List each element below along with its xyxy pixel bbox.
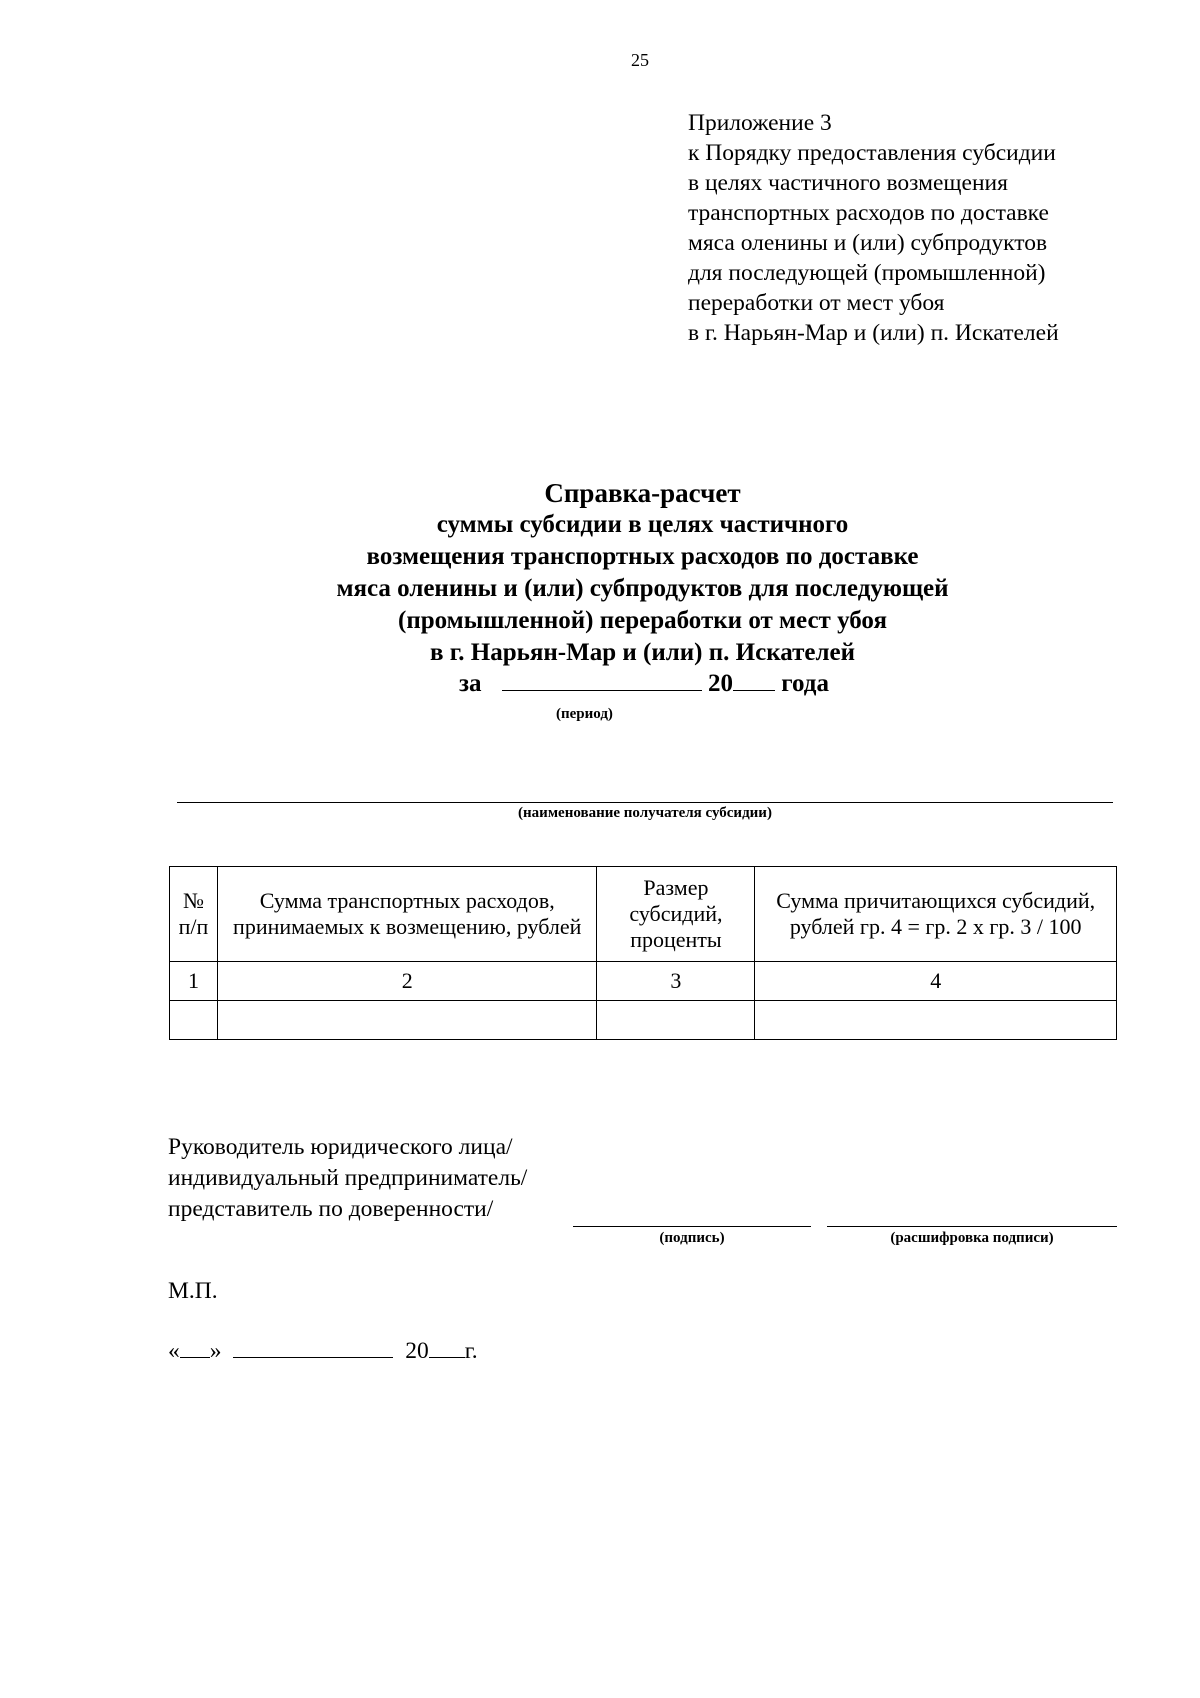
period-row [459,670,829,702]
appendix-line: транспортных расходов по доставке [688,200,1049,226]
title-line: Справка-расчет [544,478,741,508]
header-transport-costs: Сумма транспортных расходов, принимаемых к возмещению, рублей [217,867,597,962]
title-line: в г. Нарьян-Мар и (или) п. Искателей [430,639,855,666]
table-header-row [170,867,1117,962]
header-subsidy-amount: Сумма причитающихся субсидий, рублей гр. 4 = гр. 2 х гр. 3 / 100 [755,867,1117,962]
appendix-line: в целях частичного возмещения [688,170,1008,196]
signature-decoding-field[interactable] [827,1226,1117,1227]
title-line: возмещения транспортных расходов по доставке [366,543,919,570]
header-number: № п/п [170,867,218,962]
year-suffix: года [781,670,829,697]
signer-block [168,1132,527,1225]
document-title [0,477,1200,669]
date-year-suffix: г. [464,1338,478,1364]
column-number: 2 [217,962,597,1001]
table-cell[interactable] [217,1001,597,1040]
table-cell[interactable] [597,1001,755,1040]
recipient-caption: (наименование получателя субсидии) [518,805,772,821]
year-blank-field[interactable] [733,689,775,691]
signature-caption: (подпись) [659,1230,725,1246]
table-cell[interactable] [755,1001,1117,1040]
column-number: 3 [597,962,755,1001]
table-cell[interactable] [170,1001,218,1040]
appendix-header [688,108,1059,348]
table-row [170,1001,1117,1040]
appendix-line: для последующей (промышленной) [688,260,1046,286]
title-line: мяса оленины и (или) субпродуктов для последующей [336,575,949,602]
appendix-line: в г. Нарьян-Мар и (или) п. Искателей [688,320,1059,346]
appendix-line: мяса оленины и (или) субпродуктов [688,230,1048,256]
calculation-table [169,866,1117,1040]
stamp-label: М.П. [168,1278,218,1304]
signer-line: Руководитель юридического лица/ [168,1134,513,1160]
appendix-line: Приложение 3 [688,110,832,136]
year-prefix: 20 [708,670,734,697]
column-number: 4 [755,962,1117,1001]
date-close-quote: » [209,1338,222,1364]
period-prefix: за [459,670,482,697]
signature-field[interactable] [573,1226,811,1227]
title-line: суммы субсидии в целях частичного [436,511,849,538]
recipient-name-field[interactable] [177,802,1113,803]
signer-line: индивидуальный предприниматель/ [168,1165,528,1191]
date-year-blank-field[interactable] [429,1356,465,1358]
decoding-caption: (расшифровка подписи) [890,1230,1054,1246]
period-caption: (период) [556,706,613,722]
day-blank-field[interactable] [180,1356,210,1358]
title-line: (промышленной) переработки от мест убоя [398,607,887,634]
period-blank-field[interactable] [502,689,702,691]
appendix-line: переработки от мест убоя [688,290,945,316]
appendix-line: к Порядку предоставления субсидии [688,140,1056,166]
column-number: 1 [170,962,218,1001]
date-year-prefix: 20 [405,1338,429,1364]
column-numbers-row [170,962,1117,1001]
month-blank-field[interactable] [233,1356,393,1358]
header-subsidy-percent: Размер субсидий, проценты [597,867,755,962]
date-row [168,1338,478,1365]
signer-line: представитель по доверенности/ [168,1196,494,1222]
page-number: 25 [631,50,649,70]
date-open-quote: « [168,1338,180,1364]
